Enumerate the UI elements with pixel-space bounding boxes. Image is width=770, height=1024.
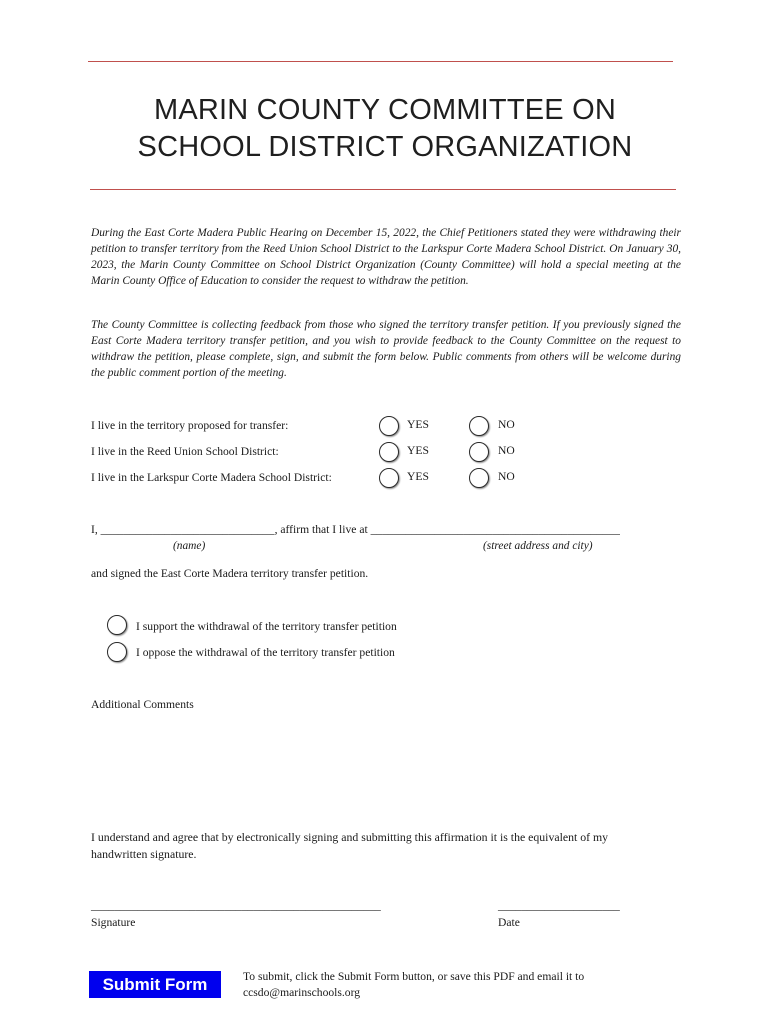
title-line-1: MARIN COUNTY COMMITTEE ON [153,94,617,126]
comments-label: Additional Comments [91,698,194,711]
title-line-2: SCHOOL DISTRICT ORGANIZATION [137,131,633,163]
agreement-text: I understand and agree that by electronically signing and submitting this affirmation it is the equivalent of my handwritten signature. [91,830,609,861]
reed-union-yes-radio[interactable] [379,442,399,462]
intro-paragraph-1: During the East Corte Madera Public Hearing on December 15, 2022, the Chief Petitioners stated they were withdrawing their petition to transfer territory from the Reed Union School District to the Larkspur Corte Madera School District. On January 30, 2023, the Marin County Committee on School District Organization (County Committee) will hold a special meeting at the Marin County Office of Education to consider the request to withdraw the petition. [91,227,681,287]
territory-no-radio[interactable] [469,416,489,436]
oppose-label: I oppose the withdrawal of the territory transfer petition [136,646,395,659]
larkspur-yes-radio[interactable] [379,468,399,488]
territory-yes-radio[interactable] [379,416,399,436]
signature-label: Signature [91,916,136,929]
territory-yes-label: YES [407,418,429,431]
submit-instructions: To submit, click the Submit Form button, or save this PDF and email it to ccsdo@marinschools.org [243,970,585,999]
page-title [0,92,770,166]
oppose-radio[interactable] [107,642,127,662]
signature-line[interactable]: __________________________________________________ [91,899,381,912]
question-territory-label: I live in the territory proposed for transfer: [91,419,289,432]
intro-paragraph-2: The County Committee is collecting feedback from those who signed the territory transfer petition. If you previously signed the East Corte Madera territory transfer petition, and you wish to provide feedback to the County Committee on the request to withdraw the petition, please complete, sign, and submit the form below. Public comments from others will be welcome during the public comment portion of the meeting. [91,319,681,379]
affirm-continuation: and signed the East Corte Madera territory transfer petition. [91,567,369,580]
question-reed-union-label: I live in the Reed Union School District: [91,445,279,458]
larkspur-no-radio[interactable] [469,468,489,488]
name-hint: (name) [173,540,206,552]
date-line[interactable]: _____________________ [498,899,620,912]
reed-union-no-radio[interactable] [469,442,489,462]
question-larkspur-label: I live in the Larkspur Corte Madera School District: [91,471,332,484]
title-underline-rule [90,189,676,190]
address-hint: (street address and city) [483,540,593,552]
larkspur-yes-label: YES [407,470,429,483]
submit-form-button[interactable]: Submit Form [89,971,221,998]
affirm-line: I, ______________________________, affirm that I live at ___________________________________________ [91,523,620,536]
territory-no-label: NO [498,418,515,431]
top-rule [88,61,673,62]
reed-union-no-label: NO [498,444,515,457]
larkspur-no-label: NO [498,470,515,483]
reed-union-yes-label: YES [407,444,429,457]
support-label: I support the withdrawal of the territory transfer petition [136,620,397,633]
comments-field[interactable] [89,718,681,823]
date-label: Date [498,916,520,929]
support-radio[interactable] [107,615,127,635]
